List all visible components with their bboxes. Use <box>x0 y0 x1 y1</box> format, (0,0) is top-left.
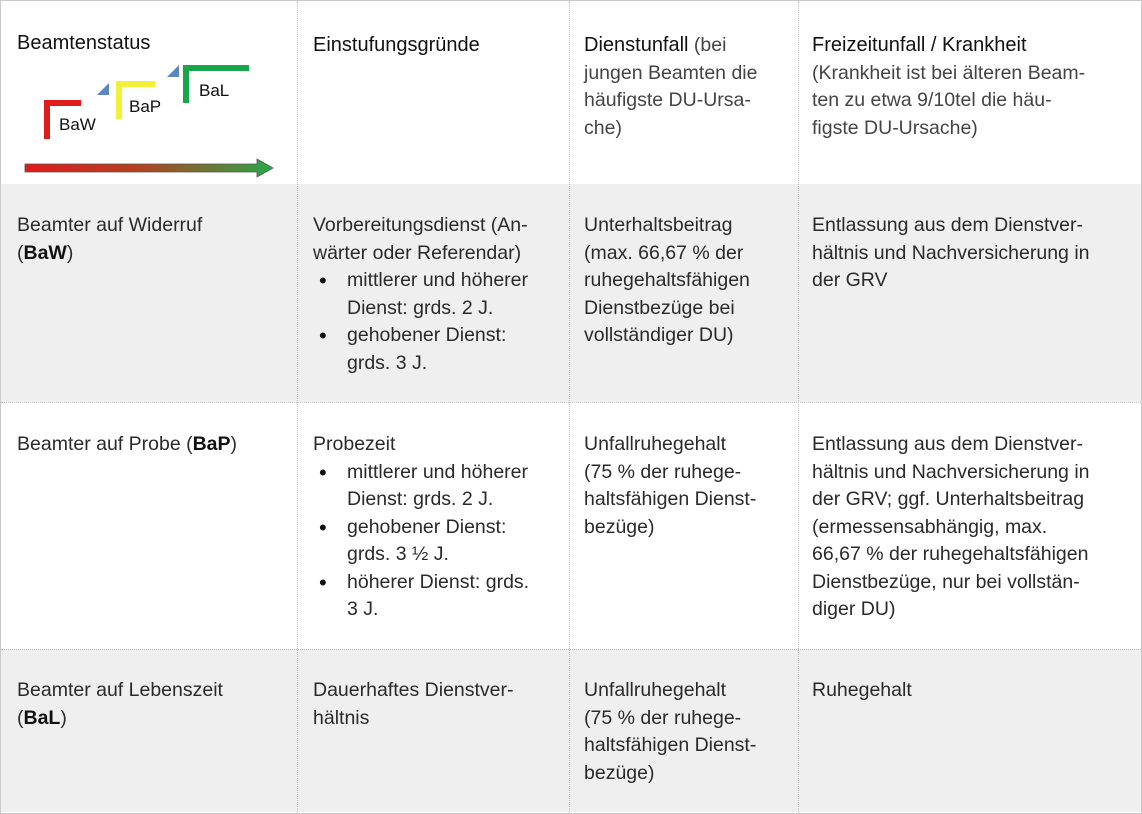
header-duty-title: Dienstunfall <box>584 34 689 56</box>
header-leisure-note: figste DU-Ursache) <box>812 116 978 139</box>
header-leisure-note: (Krankheit ist bei älteren Beam- <box>812 61 1086 84</box>
status-cell: Beamter auf Probe (BaP) <box>17 433 238 455</box>
list-item: • gehobener Dienst: grds. 3 ½ J. <box>313 514 565 569</box>
header-leisure-title: Freizeitunfall / Krankheit <box>812 34 1027 56</box>
reasons-text: hältnis <box>313 706 370 729</box>
reasons-text: wärter oder Referendar) <box>313 241 522 264</box>
duty-accident-cell: Unfallruhegehalt (75 % der ruhege- haltsfähigen Dienst- bezüge) <box>584 679 757 784</box>
column-divider <box>569 1 570 813</box>
header-leisure-accident <box>812 32 1137 142</box>
list-item: • gehobener Dienst: grds. 3 J. <box>313 322 565 377</box>
status-label: Beamter auf Widerruf <box>17 214 203 236</box>
step-triangle-icon <box>97 83 109 95</box>
list-item: • höherer Dienst: grds. 3 J. <box>313 569 565 624</box>
status-code: BaL <box>23 706 61 729</box>
list-item: • mittlerer und höherer Dienst: grds. 2 J. <box>313 267 565 322</box>
badge-baw: BaW <box>59 115 96 134</box>
header-duty-accident <box>584 32 794 142</box>
header-leisure-note: ten zu etwa 9/10tel die häu- <box>812 89 1052 111</box>
reasons-cell <box>313 212 565 377</box>
status-cell: Beamter auf Widerruf (BaW) <box>17 212 292 267</box>
step-triangle-icon <box>167 65 179 77</box>
badge-bal: BaL <box>199 81 230 100</box>
reasons-text: Vorbereitungsdienst (An- <box>313 214 528 236</box>
row-divider <box>1 649 1141 650</box>
duty-accident-cell: Unfallruhegehalt (75 % der ruhege- haltsfähigen Dienst- bezüge) <box>584 433 757 538</box>
status-code: BaP <box>192 433 231 455</box>
status-code: BaW <box>23 241 67 264</box>
header-reasons: Einstufungsgründe <box>313 34 480 56</box>
row-divider <box>1 402 1141 403</box>
status-progression-graphic <box>19 63 289 181</box>
reasons-list <box>313 459 565 624</box>
column-divider <box>297 1 298 813</box>
status-cell: Beamter auf Lebenszeit (BaL) <box>17 677 292 732</box>
header-duty-note: che) <box>584 116 622 139</box>
reasons-text: Dauerhaftes Dienstver- <box>313 679 514 701</box>
badge-bap: BaP <box>129 97 162 116</box>
header-duty-note: (bei <box>688 34 727 56</box>
column-divider <box>798 1 799 813</box>
progression-arrow-icon <box>25 159 273 177</box>
list-item: • mittlerer und höherer Dienst: grds. 2 J. <box>313 459 565 514</box>
header-duty-note: häufigste DU-Ursa- <box>584 89 751 111</box>
duty-accident-cell: Unterhaltsbeitrag (max. 66,67 % der ruhegehaltsfähigen Dienstbezüge bei vollständiger DU) <box>584 214 750 346</box>
reasons-list <box>313 267 565 377</box>
header-duty-note: jungen Beamten die <box>584 61 758 84</box>
reasons-cell <box>313 677 565 732</box>
leisure-accident-cell: Ruhegehalt <box>812 679 912 701</box>
reasons-cell <box>313 431 565 624</box>
status-label: Beamter auf Lebenszeit <box>17 679 223 701</box>
reasons-text: Probezeit <box>313 433 396 455</box>
leisure-accident-cell: Entlassung aus dem Dienstver- hältnis und Nachversicherung in der GRV <box>812 214 1090 291</box>
header-status: Beamtenstatus <box>17 32 151 54</box>
status-label: Beamter auf Probe ( <box>17 433 193 455</box>
leisure-accident-cell: Entlassung aus dem Dienstver- hältnis und Nachversicherung in der GRV; ggf. Unterhaltsbeitrag (ermessensabhängig, max. 66,67 % der ruhegehaltsfähigen Dienstbezüge, nur bei vollstän- diger DU) <box>812 433 1090 620</box>
